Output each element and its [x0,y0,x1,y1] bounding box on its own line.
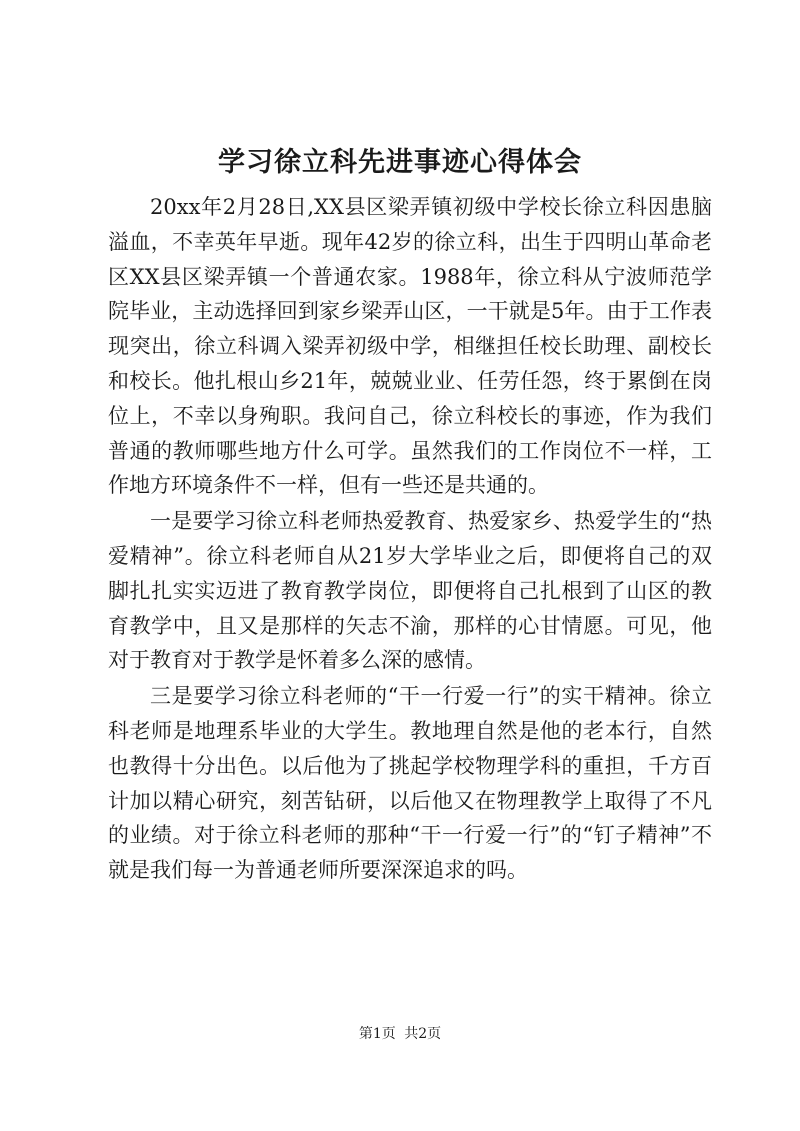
paragraph-point-one: 一是要学习徐立科老师热爱教育、热爱家乡、热爱学生的“热爱精神”。徐立科老师自从21岁大学毕业之后，即便将自己的双脚扎扎实实迈进了教育教学岗位，即便将自己扎根到了山区的教育教学中，且又是那样的矢志不渝，那样的心甘情愿。可见，他对于教育对于教学是怀着多么深的感情。 [108,509,712,673]
paragraph-point-three: 三是要学习徐立科老师的“干一行爱一行”的实干精神。徐立科老师是地理系毕业的大学生。教地理自然是他的老本行，自然也教得十分出色。以后他为了挑起学校物理学科的重担，千方百计加以精心研究，刻苦钻研，以后他又在物理教学上取得了不凡的业绩。对于徐立科老师的那种“干一行爱一行”的“钉子精神”不就是我们每一为普通老师所要深深追求的吗。 [108,684,712,883]
page-number-footer: 第1页 共2页 [358,1026,442,1042]
paragraph-intro: 20xx年2月28日,XX县区梁弄镇初级中学校长徐立科因患脑溢血，不幸英年早逝。现年42岁的徐立科，出生于四明山革命老区XX县区梁弄镇一个普通农家。1988年，徐立科从宁波师范学院毕业，主动选择回到家乡梁弄山区，一干就是5年。由于工作表现突出，徐立科调入梁弄初级中学，相继担任校长助理、副校长和校长。他扎根山乡21年，兢兢业业、任劳任怨，终于累倒在岗位上，不幸以身殉职。我问自己，徐立科校长的事迹，作为我们普通的教师哪些地方什么可学。虽然我们的工作岗位不一样，工作地方环境条件不一样，但有一些还是共通的。 [108,195,712,498]
document-title: 学习徐立科先进事迹心得体会 [218,147,582,178]
document-body [108,190,712,888]
